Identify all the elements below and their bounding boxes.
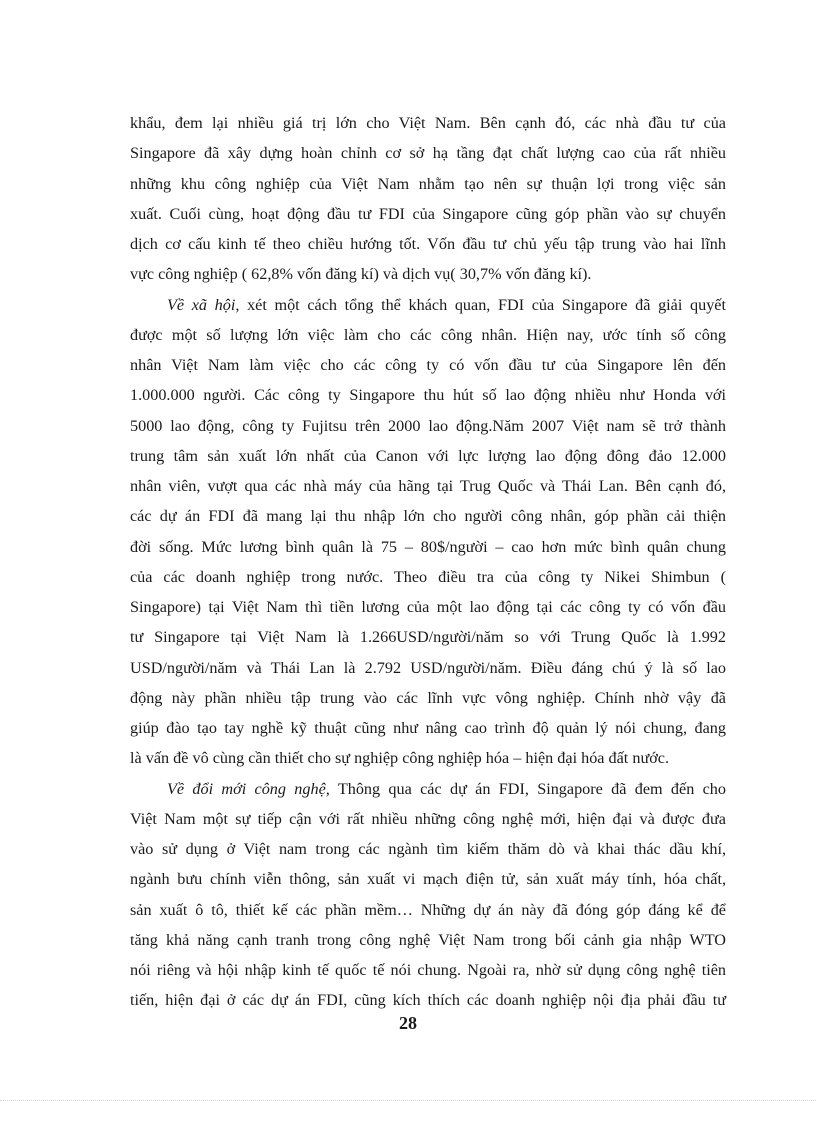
text-line: vực công nghiệp ( 62,8% vốn đăng kí) và dịch vụ( 30,7% vốn đăng kí). bbox=[130, 265, 592, 284]
text-line: tăng khả năng cạnh tranh trong công nghệ Việt Nam trong bối cảnh gia nhập WTO bbox=[130, 930, 726, 949]
page-number: 28 bbox=[399, 1013, 417, 1033]
text-line: sản xuất ô tô, thiết kế các phần mềm… Những dự án này đã đóng góp đáng kể để bbox=[130, 900, 726, 919]
text-line: tiến, hiện đại ở các dự án FDI, cũng kích thích các doanh nghiệp nội địa phải đầu tư bbox=[130, 991, 726, 1010]
text-line: là vấn đề vô cùng cần thiết cho sự nghiệp công nghiệp hóa – hiện đại hóa đất nước. bbox=[130, 749, 670, 768]
text-line: xuất. Cuối cùng, hoạt động đầu tư FDI của Singapore cũng góp phần vào sự chuyển bbox=[130, 204, 726, 223]
line-text: Thông qua các dự án FDI, Singapore đã đem đến cho bbox=[329, 779, 726, 798]
section-lead: Về đổi mới công nghệ, bbox=[167, 779, 330, 798]
text-line: giúp đào tạo tay nghề kỹ thuật cũng như nâng cao trình độ quản lý nói chung, đang bbox=[130, 719, 726, 737]
text-line: 5000 lao động, công ty Fujitsu trên 2000 lao động.Năm 2007 Việt nam sẽ trở thành bbox=[130, 416, 726, 435]
text-line: ngành bưu chính viễn thông, sản xuất vi mạch điện tử, sản xuất máy tính, hóa chất, bbox=[130, 870, 726, 889]
text-line: tư Singapore tại Việt Nam là 1.266USD/người/năm so với Trung Quốc là 1.992 bbox=[130, 628, 726, 647]
text-line: được một số lượng lớn việc làm cho các công nhân. Hiện nay, ước tính số công bbox=[130, 325, 726, 344]
text-line bbox=[130, 774, 726, 804]
text-line: các dự án FDI đã mang lại thu nhập lớn cho người công nhân, góp phần cải thiện bbox=[130, 507, 726, 526]
paragraph bbox=[130, 108, 726, 290]
text-line: khẩu, đem lại nhiều giá trị lớn cho Việt Nam. Bên cạnh đó, các nhà đầu tư của bbox=[130, 114, 726, 132]
section-lead: Về xã hội, bbox=[167, 295, 240, 314]
paragraph bbox=[130, 290, 726, 774]
paragraph bbox=[130, 774, 726, 1016]
text-line: nhân Việt Nam làm việc cho các công ty có vốn đầu tư của Singapore lên đến bbox=[130, 356, 726, 374]
text-line: những khu công nghiệp của Việt Nam nhằm tạo nên sự thuận lợi trong việc sản bbox=[130, 174, 726, 193]
text-line: đời sống. Mức lương bình quân là 75 – 80$/người – cao hơn mức bình quân chung bbox=[130, 537, 726, 556]
text-line: nhân viên, vượt qua các nhà máy của hãng tại Trug Quốc và Thái Lan. Bên cạnh đó, bbox=[130, 477, 726, 495]
text-line: Singapore đã xây dựng hoàn chỉnh cơ sở hạ tầng đạt chất lượng cao của rất nhiều bbox=[130, 144, 726, 163]
text-line: động này phần nhiều tập trung vào các lĩnh vực vông nghiệp. Chính nhờ vậy đã bbox=[130, 688, 726, 707]
text-line: 1.000.000 người. Các công ty Singapore thu hút số lao động nhiều như Honda với bbox=[130, 386, 726, 405]
text-line: trung tâm sản xuất lớn nhất của Canon với lực lượng lao động đông đảo 12.000 bbox=[130, 446, 726, 465]
text-line: của các doanh nghiệp trong nước. Theo điều tra của công ty Nikei Shimbun ( bbox=[130, 567, 726, 586]
text-line: Việt Nam một sự tiếp cận với rất nhiều những công nghệ mới, hiện đại và được đưa bbox=[130, 809, 726, 828]
line-text: xét một cách tổng thể khách quan, FDI của Singapore đã giải quyết bbox=[239, 295, 726, 314]
text-line: dịch cơ cấu kinh tế theo chiều hướng tốt. Vốn đầu tư chủ yếu tập trung vào hai lĩnh bbox=[130, 235, 726, 253]
page-edge-divider bbox=[0, 1100, 816, 1101]
text-line: Singapore) tại Việt Nam thì tiền lương của một lao động tại các công ty có vốn đầu bbox=[130, 598, 726, 616]
text-line: nói riêng và hội nhập kinh tế quốc tế nói chung. Ngoài ra, nhờ sử dụng công nghệ tiên bbox=[130, 961, 726, 979]
text-line bbox=[130, 290, 726, 320]
body-text bbox=[130, 108, 726, 1016]
text-line: vào sử dụng ở Việt nam trong các ngành tìm kiếm thăm dò và khai thác dầu khí, bbox=[130, 840, 726, 858]
text-line: USD/người/năm và Thái Lan là 2.792 USD/người/năm. Điều đáng chú ý là số lao bbox=[130, 658, 726, 677]
